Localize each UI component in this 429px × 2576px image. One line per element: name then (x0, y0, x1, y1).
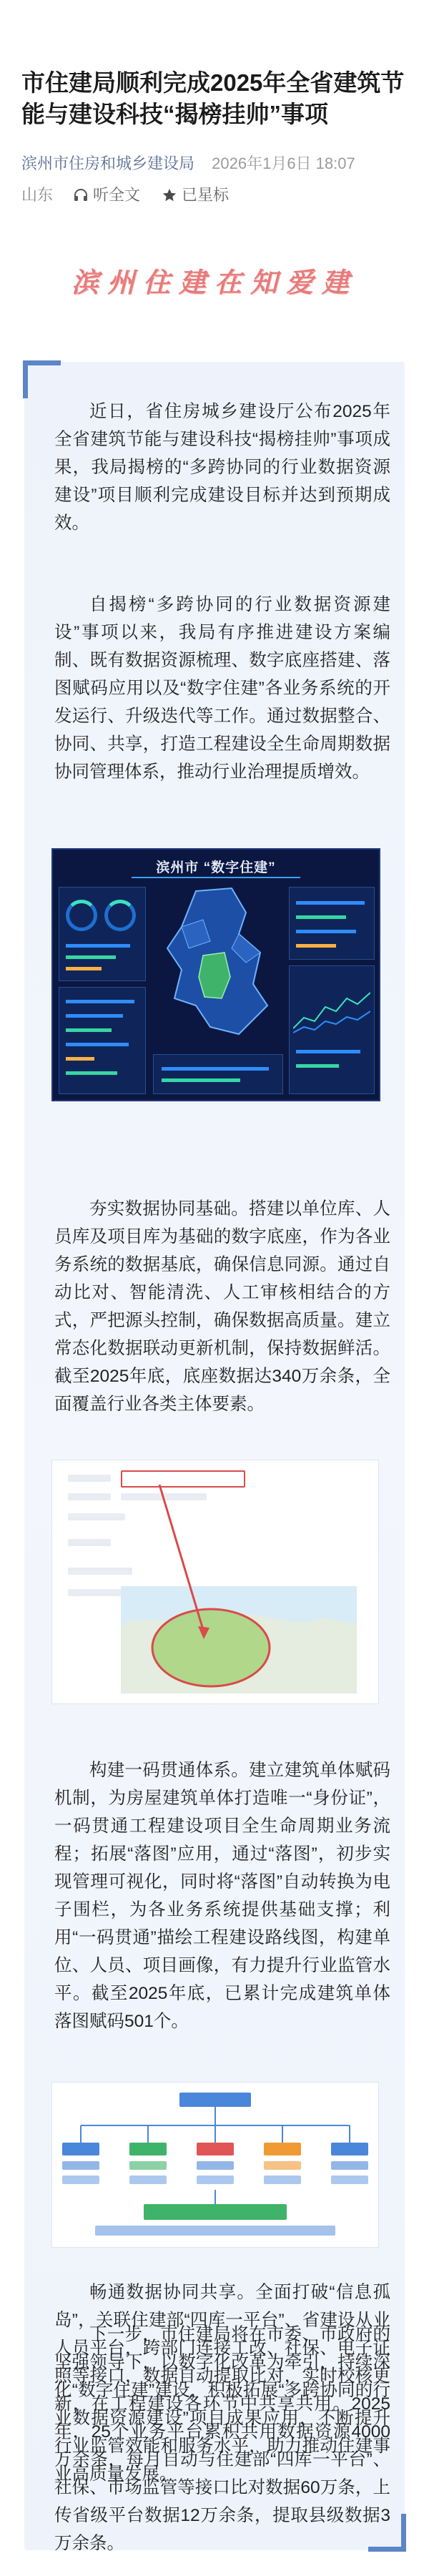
ring-gauge (66, 900, 97, 931)
header-banner (21, 247, 408, 312)
flow-node (264, 2143, 301, 2155)
paragraph: 下一步，市住建局将在市委、市政府的坚强领导下，以数字化改革为牵引，持续深化“数字住建”建设，积极拓展“多跨协同的行业数据资源建设”项目成果应用，不断提升行业监管效能和服务水平，助力推动住建事业高质量发展。 (54, 2325, 390, 2484)
flow-node (95, 2226, 335, 2236)
dashboard-bar (66, 944, 130, 948)
location-label: 山东 (21, 186, 54, 204)
city-map (153, 884, 282, 1048)
dashboard-bar (296, 915, 346, 919)
dashboard-bar (162, 1078, 240, 1082)
flow-node (197, 2176, 234, 2184)
dashboard-bar (66, 967, 102, 970)
ring-gauge (104, 900, 136, 931)
flow-node (179, 2093, 251, 2107)
paragraph: 自揭榜“多跨协同的行业数据资源建设”事项以来，我局有序推进建设方案编制、既有数据资源梳理、数字底座搭建、落图赋码应用以及“数字住建”各业务系统的开发运行、升级迭代等工作。通过数据整合、协同、共享，打造工程建设全生命周期数据协同管理体系，推动行业治理提质增效。 (54, 595, 390, 782)
dashboard-bar (296, 944, 336, 948)
flow-node (129, 2143, 167, 2155)
dashboard-bar (296, 930, 356, 933)
banner-text: 滨州住建在知爱建 (71, 265, 358, 298)
flow-node (62, 2143, 99, 2155)
flow-node (264, 2161, 301, 2170)
flow-node (331, 2161, 368, 2170)
paragraph: 畅通数据协同共享。全面打破“信息孤岛”，关联住建部“四库一平台”、省建设从业人员平台，跨部门连接工改、社保、电子证照等接口，数据自动提取比对，实时校核更新，在工程建设各环节中共享共用。2025年，25个业务平台累积共用数据资源4000万余条，每月自动与住建部“四库一平台”、社保、市场监管等接口比对数据60万条，上传省级平台数据12万余条，提取县级数据3万余条。 (54, 2283, 390, 2553)
geofence-map-screenshot (51, 1460, 379, 1704)
star-icon (162, 187, 177, 203)
flow-node (197, 2161, 234, 2170)
star-label: 已星标 (182, 186, 230, 204)
dashboard-screenshot (51, 848, 380, 1101)
flow-node (264, 2176, 301, 2184)
dashboard-bar (296, 1064, 339, 1068)
dashboard-bar (66, 1043, 129, 1046)
dashboard-panel (289, 887, 375, 960)
star-button[interactable] (162, 185, 229, 206)
article-card (24, 362, 405, 2553)
paragraph: 构建一码贯通体系。建立建筑单体赋码机制，为房屋建筑单体打造唯一“身份证”，一码贯通工程建设项目全生命周期业务流程；拓展“落图”应用，通过“落图”，初步实现管理可视化，同时将“落图”自动转换为电子围栏，为各业务系统提供基础支撑；利用“一码贯通”描绘工程建设路线图，构建单位、人员、项目画像，有力提升行业监管水平。截至2025年底，已累计完成建筑单体落图赋码501个。 (54, 1761, 390, 2031)
dashboard-bar (66, 1000, 134, 1003)
map-diagram (52, 1460, 378, 1704)
dashboard-bar (296, 1050, 360, 1053)
dashboard-bar (296, 901, 365, 905)
publish-date: 2026年1月6日 18:07 (212, 154, 355, 172)
paragraph: 夯实数据协同基础。搭建以单位库、人员库及项目库为基础的数字底座，作为各业务系统的数据基底，确保信息同源。通过自动比对、智能清洗、人工审核相结合的方式，严把源头控制，确保数据高质量。建立常态化数据联动更新机制，保持数据鲜活。截至2025年底，底座数据达340万余条，全面覆盖行业各类主体要素。 (54, 1199, 390, 1414)
flow-node (62, 2176, 99, 2184)
flow-node (129, 2176, 167, 2184)
data-flow-diagram (51, 2082, 379, 2248)
dashboard-bar (66, 1071, 117, 1075)
article-title: 市住建局顺利完成2025年全省建筑节能与建设科技“揭榜挂帅”事项 (21, 69, 405, 127)
dashboard-bar (66, 1028, 112, 1032)
dashboard-title: 滨州市 “数字住建” (156, 860, 276, 875)
flow-node (144, 2204, 287, 2220)
source-account-link[interactable]: 滨州市住房和城乡建设局 (21, 154, 195, 172)
listen-label: 听全文 (93, 186, 141, 204)
flow-node (129, 2161, 167, 2170)
flow-node (331, 2176, 368, 2184)
dashboard-bar (66, 1014, 123, 1018)
paragraph: 近日，省住房城乡建设厅公布2025年全省建筑节能与建设科技“揭榜挂帅”事项成果，我局揭榜的“多跨协同的行业数据资源建设”项目顺利完成建设目标并达到预期成效。 (54, 402, 390, 533)
dashboard-panel (153, 1054, 283, 1094)
flow-node (197, 2143, 234, 2155)
sparkline-chart (293, 985, 370, 1036)
flow-node (62, 2161, 99, 2170)
dashboard-bar (162, 1067, 269, 1071)
corner-decoration (23, 360, 61, 398)
headphones-icon (73, 188, 89, 202)
flow-node (331, 2143, 368, 2155)
listen-button[interactable] (73, 185, 140, 206)
article-actions (21, 185, 408, 206)
article-meta (21, 153, 408, 174)
dashboard-bar (66, 955, 116, 959)
dashboard-bar (66, 1057, 94, 1061)
